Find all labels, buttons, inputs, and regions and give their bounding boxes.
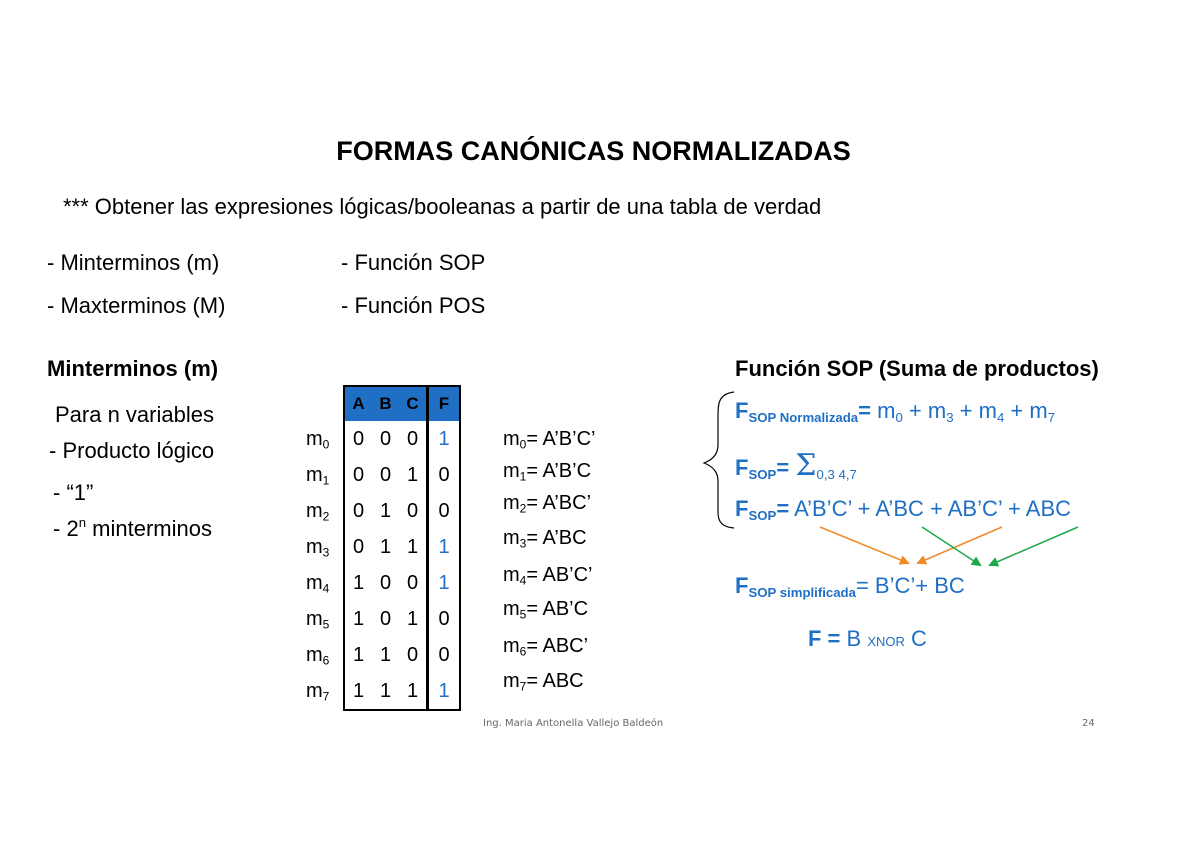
table-row: 1 0 1 0	[344, 601, 460, 637]
table-row: 1 0 0 1	[344, 565, 460, 601]
minterm-expression: $m_6=$ ABC’	[503, 635, 589, 659]
para-n-variables: Para n variables	[55, 402, 214, 427]
table-row: 1 1 1 1	[344, 673, 460, 710]
subtitle: *** Obtener las expresiones lógicas/booleanas a partir de una tabla de verdad	[63, 194, 822, 219]
f-sop-normalizada: $F_{SOP Normalizada}= m_0 + m_3 + m_4 + m_7$	[735, 398, 1056, 425]
row-label: $m_6$	[306, 644, 330, 668]
minterm-expression: $m_1=$ A’B’C	[503, 460, 592, 484]
f-sop-expanded: $F_{SOP}=$ A’B’C’ + A’BC + AB’C’ + ABC	[735, 496, 1072, 523]
f-xnor: F = B XNOR C	[808, 626, 927, 651]
minterm-expression: $m_4=$ AB’C’	[503, 564, 593, 588]
minterm-expression: $m_2=$ A’BC’	[503, 492, 592, 516]
table-row: 1 1 0 0	[344, 637, 460, 673]
table-row: 0 1 0 0	[344, 493, 460, 529]
table-row: 0 0 1 0	[344, 457, 460, 493]
two-to-n-minterminos: - 2$^n$ minterminos	[53, 514, 212, 541]
header-f: F	[428, 386, 461, 421]
row-label: $m_5$	[306, 608, 330, 632]
row-label: $m_1$	[306, 464, 330, 488]
row-label: $m_7$	[306, 680, 330, 704]
minterm-expression: $m_0=$ A’B’C’	[503, 428, 596, 452]
row-label: $m_2$	[306, 500, 330, 524]
table-row: 0 0 0 1	[344, 421, 460, 457]
f-sop-simplificada: $F_{SOP simplificada}=$ B’C’+ BC	[735, 573, 965, 600]
table-row: 0 1 1 1	[344, 529, 460, 565]
list-item-funcion-pos: - Función POS	[341, 293, 486, 318]
producto-logico: - Producto lógico	[49, 438, 215, 463]
sigma-icon: Σ	[795, 448, 817, 483]
list-item-minterminos: - Minterminos (m)	[47, 250, 220, 275]
arrow-green-2	[990, 527, 1078, 565]
f-sop-sigma: $F_{SOP}= \Sigma_{0,3 4,7}$	[735, 448, 857, 483]
page-title: FORMAS CANÓNICAS NORMALIZADAS	[336, 136, 851, 166]
header-a: A	[344, 386, 372, 421]
row-label: $m_3$	[306, 536, 330, 560]
minterm-expression: $m_5=$ AB’C	[503, 598, 589, 622]
uno-label: - “1”	[53, 480, 94, 505]
footer-page-number: 24	[1082, 718, 1095, 729]
minterm-expression: $m_7=$ ABC	[503, 670, 584, 694]
minterminos-heading: Minterminos (m)	[47, 356, 219, 381]
curly-brace-icon	[704, 392, 734, 528]
row-label: $m_0$	[306, 428, 330, 452]
header-b: B	[372, 386, 399, 421]
arrow-green-1	[922, 527, 980, 565]
list-item-maxterminos: - Maxterminos (M)	[47, 293, 226, 318]
list-item-funcion-sop: - Función SOP	[341, 250, 486, 275]
arrow-orange-1	[820, 527, 908, 563]
minterm-expression: $m_3=$ A’BC	[503, 527, 587, 551]
row-label: $m_4$	[306, 572, 330, 596]
footer-author: Ing. Maria Antonella Vallejo Baldeón	[483, 718, 664, 729]
header-c: C	[399, 386, 428, 421]
sop-heading: Función SOP (Suma de productos)	[735, 356, 1099, 381]
